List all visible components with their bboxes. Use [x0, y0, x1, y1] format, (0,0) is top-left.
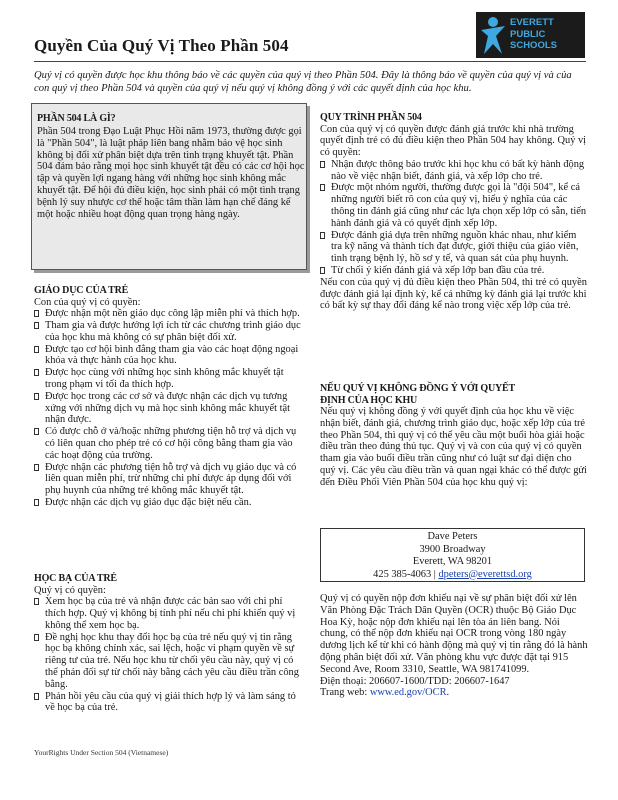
district-logo: [476, 12, 585, 58]
list-item: Phản hồi yêu cầu của quý vị giải thích hợp lý và làm sáng tỏ về học bạ của trẻ.: [34, 691, 302, 715]
list-item: Được một nhóm người, thường được gọi là "đội 504", kể cả những người biết rõ con của quý vị, hiểu ý nghĩa của các thông tin đánh giá cũng như các lựa chọn xếp lớp có sẵn, tiến hành đánh giá và có quyết định xếp lớp.: [320, 182, 588, 229]
list-item: Tham gia và được hưởng lợi ích từ các chương trình giáo dục của học khu mà không có sự phân biệt đối xử.: [34, 320, 302, 344]
list-item: Được đánh giá dựa trên những nguồn khác nhau, như kiểm tra kỹ năng và thành tích đạt được, giới thiệu của giáo viên, tình trạng bệnh lý, hồ sơ y tế, và quan sát của phụ huynh.: [320, 230, 588, 265]
ocr-section: [320, 593, 588, 699]
logo-line-1: EVERETT: [510, 17, 554, 28]
ocr-phone: Điện thoại: 206607-1600/TDD: 206607-1647: [320, 675, 510, 687]
ocr-web: [320, 687, 588, 699]
process-lead: Con của quý vị có quyền được đánh giá trước khi nhà trường quyết định trẻ có đủ điều kiện theo Phần 504 hay không. Quý vị có quyền:: [320, 123, 587, 159]
ocr-web-link[interactable]: www.ed.gov/OCR: [369, 687, 447, 699]
process-heading: QUY TRÌNH PHẦN 504: [320, 112, 422, 123]
contact-separator: |: [431, 568, 439, 580]
contact-phone-email: [321, 569, 584, 582]
list-item: Được tạo cơ hội bình đẳng tham gia vào các hoạt động ngoại khóa và thực hành của học khu.: [34, 344, 302, 368]
records-section: [34, 573, 302, 714]
ocr-web-suffix: .: [446, 687, 450, 699]
ocr-web-label: Trang web:: [320, 687, 370, 699]
disagree-heading-1: NẾU QUÝ VỊ KHÔNG ĐỒNG Ý VỚI QUYẾT: [320, 383, 515, 394]
records-heading: HỌC BẠ CỦA TRẺ: [34, 573, 117, 584]
records-lead: Quý vị có quyền:: [34, 584, 106, 596]
process-section: [320, 112, 588, 312]
contact-name: Dave Peters: [427, 531, 478, 542]
page-title: Quyền Của Quý Vị Theo Phần 504: [34, 36, 289, 55]
logo-line-3: SCHOOLS: [510, 40, 557, 51]
list-item: Được nhận các dịch vụ giáo dục đặc biệt nếu cần.: [34, 497, 302, 509]
list-item: Được học trong các cơ sở và được nhận các dịch vụ tương xứng với những dịch vụ mà học sinh không mắc khuyết tật nhận được.: [34, 391, 302, 426]
education-heading: GIÁO DỤC CỦA TRẺ: [34, 285, 129, 296]
coordinator-contact-box: [320, 528, 585, 582]
title-rule: [34, 61, 586, 62]
list-item: Được nhận các phương tiện hỗ trợ và dịch vụ giáo dục và có liên quan miễn phí, trừ những chi phí được áp dụng đối với phụ huynh của những trẻ không mắc khuyết tật.: [34, 462, 302, 497]
star-figure-icon: [478, 14, 508, 56]
records-list: [34, 596, 302, 714]
box-text: Phần 504 trong Đạo Luật Phục Hồi năm 1973, thường được gọi là "Phần 504", là luật pháp liên bang nhằm bảo vệ học sinh không bị đối xử phân biệt dựa trên tình trạng khuyết tật. Phần 504 đảm bảo rằng mọi học sinh khuyết tật đều có các cơ hội học tập và quyền lợi ngang hàng với những học sinh không mắc khuyết tật. Để hội đủ điều kiện, học sinh phải có một tình trạng bệnh lý suy nhược cơ thể hoặc tâm thần làm hạn chế đáng kể một hoặc nhiều hoạt động quan trọng hàng ngày.: [37, 126, 305, 220]
disagree-text: Nếu quý vị không đồng ý với quyết định của học khu về việc nhận biết, đánh giá, chương trình giáo dục, hoặc xếp lớp của trẻ theo Phần 504, thì quý vị có thể yêu cầu một buổi hòa giải hoặc điều trần theo đúng thủ tục. Quý vị và con của quý vị có quyền tham gia vào buổi điều trần cũng như có luật sư đại diện cho quý vị. Các yêu cầu điều trần và quan ngại khác có thể được gửi đến Điều Phối Viên Phần 504 của học khu quý vị:: [320, 406, 587, 488]
disagree-heading-2: ĐỊNH CỦA HỌC KHU: [320, 394, 418, 406]
box-heading: PHẦN 504 LÀ GÌ?: [37, 113, 116, 124]
list-item: Xem học bạ của trẻ và nhận được các bản sao với chi phí thích hợp. Quý vị không bị tính phí nếu chi phí khiến quý vị không thể xem học bạ.: [34, 596, 302, 631]
list-item: Đề nghị học khu thay đổi học bạ của trẻ nếu quý vị tin rằng học bạ không chính xác, sai lệch, hoặc vi phạm quyền về sự riêng tư của trẻ. Nếu học khu từ chối yêu cầu này, quý vị có thể phản đối sự từ chối này bằng cách yêu cầu điều trần công bằng.: [34, 632, 302, 691]
ocr-text: Quý vị có quyền nộp đơn khiếu nại về sự phân biệt đối xử lên Văn Phòng Đặc Trách Dân Quyền (OCR) thuộc Bộ Giáo Dục Hoa Kỳ, hoặc nộp đơn khiếu nại lên tòa án liên bang. Nói chung, có thể nộp đơn khiếu nại OCR trong vòng 180 ngày dương lịch kể từ khi có hành động mà quý vị tin rằng đó là hành động phân biệt đối xử. Văn phòng khu vực được đặt tại 915 Second Ave, Room 3310, Seattle, WA 981741099.: [320, 593, 588, 675]
process-list: [320, 159, 588, 277]
education-lead: Con của quý vị có quyền:: [34, 296, 141, 308]
intro-text: Quý vị có quyền được học khu thông báo về các quyền của quý vị theo Phần 504. Đây là thông báo về quyền của quý vị và của con quý vị theo Phần 504 và quyền của quý vị nếu quý vị không đồng ý với các quyết định của học khu.: [34, 70, 572, 94]
list-item: Được nhận một nền giáo dục công lập miễn phí và thích hợp.: [34, 308, 302, 320]
list-item: Được học cùng với những học sinh không mắc khuyết tật trong phạm vi tối đa thích hợp.: [34, 367, 302, 391]
list-item: Nhận được thông báo trước khi học khu có bất kỳ hành động nào về việc nhận biết, đánh giá, và xếp lớp cho trẻ.: [320, 159, 588, 183]
contact-street: 3900 Broadway: [419, 543, 486, 555]
list-item: Có được chỗ ở và/hoặc những phương tiện hỗ trợ và dịch vụ có liên quan cho phép trẻ có cơ hội công bằng tham gia vào các hoạt động của trường.: [34, 426, 302, 461]
contact-city: Everett, WA 98201: [412, 556, 493, 567]
disagree-section: [320, 383, 588, 489]
footer-text: YourRights Under Section 504 (Vietnamese): [34, 748, 169, 757]
list-item: Từ chối ý kiến đánh giá và xếp lớp ban đầu của trẻ.: [320, 265, 588, 277]
logo-line-2: PUBLIC: [510, 28, 546, 40]
education-section: [34, 285, 302, 509]
education-list: [34, 308, 302, 509]
section-504-box: [31, 103, 307, 270]
contact-phone: 425 385-4063: [373, 568, 432, 580]
process-after: Nếu con của quý vị đủ điều kiện theo Phần 504, thì trẻ có quyền được đánh giá lại định kỳ, kể cả những kỳ đánh giá lại trước khi có bất kỳ sự thay đổi đáng kể nào trong việc xếp lớp của trẻ.: [320, 276, 587, 312]
contact-email-link[interactable]: dpeters@everettsd.org: [438, 568, 532, 580]
